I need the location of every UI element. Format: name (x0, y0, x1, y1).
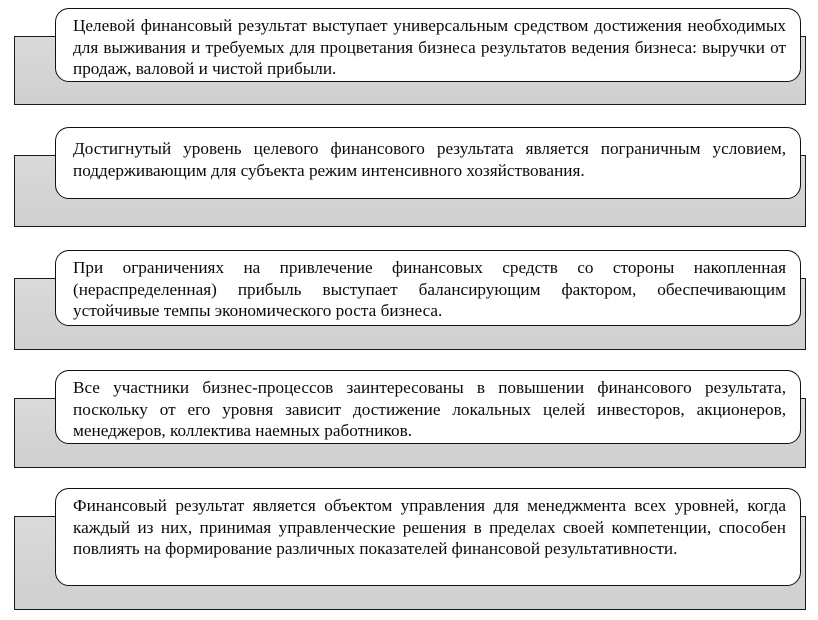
statement-text: Целевой финансовый результат выступает универсальным средством достижения необходимых для выживания и требуемых для процветания бизнеса результатов ведения бизнеса: выручки от продаж, валовой и чистой прибыли. (73, 16, 786, 78)
statement-block-4 (14, 370, 806, 468)
statement-block-2 (14, 127, 806, 227)
statement-block-1 (14, 8, 806, 105)
statement-card (55, 250, 801, 326)
statement-text: Достигнутый уровень целевого финансового результата является пограничным условием, поддерживающим для субъекта режим интенсивного хозяйствования. (73, 139, 786, 180)
statement-card (55, 8, 801, 82)
statement-text: Финансовый результат является объектом управления для менеджмента всех уровней, когда каждый из них, принимая управленческие решения в пределах своей компетенции, способен повлиять на формирование различных показателей финансовой результативности. (73, 496, 786, 558)
statement-card (55, 127, 801, 199)
statement-card (55, 370, 801, 444)
statement-card (55, 488, 801, 586)
statement-text: Все участники бизнес-процессов заинтересованы в повышении финансового результата, поскольку от его уровня зависит достижение локальных целей инвесторов, акционеров, менеджеров, коллектива наемных работников. (73, 378, 786, 440)
statement-block-5 (14, 488, 806, 610)
statement-block-3 (14, 250, 806, 350)
statement-text: При ограничениях на привлечение финансовых средств со стороны накопленная (нераспределенная) прибыль выступает балансирующим фактором, обеспечивающим устойчивые темпы экономического роста бизнеса. (73, 258, 786, 320)
